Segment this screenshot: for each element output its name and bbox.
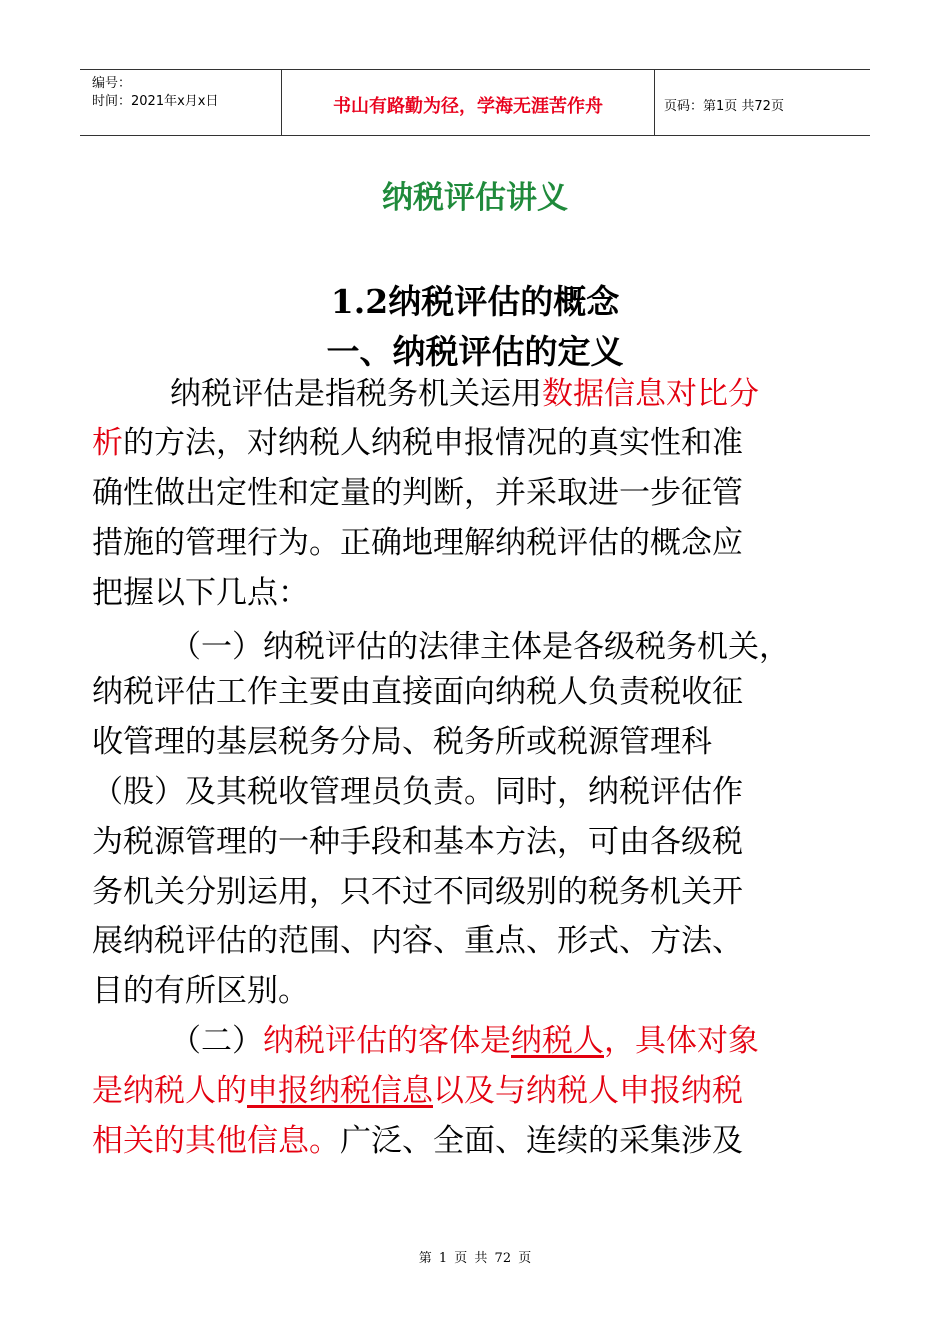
paragraph-1-line-5: 把握以下几点： bbox=[92, 575, 309, 611]
header-page-info: 页码：第1页 共72页 bbox=[664, 99, 784, 114]
paragraph-2-line-3: 收管理的基层税务分局、税务所或税源管理科 bbox=[92, 724, 712, 760]
paragraph-2-line-2: 纳税评估工作主要由直接面向纳税人负责税收征 bbox=[92, 674, 743, 710]
section-heading: 1.2纳税评估的概念 bbox=[330, 282, 620, 321]
header-bottom-border bbox=[80, 135, 870, 136]
p3-text: 广泛、全面、连续的采集涉及 bbox=[340, 1123, 743, 1159]
p1-highlight-cont: 析 bbox=[92, 425, 123, 461]
paragraph-2-line-1: （一）纳税评估的法律主体是各级税务机关， bbox=[170, 629, 790, 665]
paragraph-1-line-3: 确性做出定性和定量的判断，并采取进一步征管 bbox=[92, 475, 743, 511]
paragraph-2-line-6: 务机关分别运用，只不过不同级别的税务机关开 bbox=[92, 874, 743, 910]
p1-highlight: 数据信息对比分 bbox=[542, 376, 759, 412]
header-motto: 书山有路勤为径，学海无涯苦作舟 bbox=[333, 96, 603, 117]
p3-highlight-a: 纳税评估的客体是 bbox=[263, 1023, 511, 1059]
p3-highlight-d: 以及与纳税人申报纳税 bbox=[433, 1073, 743, 1109]
p1-text: 纳税评估是指税务机关运用 bbox=[170, 376, 542, 412]
subsection-heading: 一、纳税评估的定义 bbox=[326, 332, 624, 371]
header-top-border bbox=[80, 69, 870, 70]
p3-highlight-e: 相关的其他信息。 bbox=[92, 1123, 340, 1159]
p3-underlined-info: 申报纳税信息 bbox=[247, 1073, 433, 1109]
paragraph-3-line-1 bbox=[170, 1021, 759, 1061]
p1-text-cont: 的方法，对纳税人纳税申报情况的真实性和准 bbox=[123, 425, 743, 461]
page-footer: 第 1 页 共 72 页 bbox=[418, 1251, 532, 1266]
paragraph-2-line-7: 展纳税评估的范围、内容、重点、形式、方法、 bbox=[92, 923, 743, 959]
p3-highlight-c: 是纳税人的 bbox=[92, 1073, 247, 1109]
paragraph-2-line-5: 为税源管理的一种手段和基本方法，可由各级税 bbox=[92, 824, 743, 860]
header-number-label: 编号： bbox=[92, 76, 132, 91]
paragraph-3-line-3 bbox=[92, 1121, 743, 1161]
paragraph-2-line-8: 目的有所区别。 bbox=[92, 973, 309, 1009]
p3-underlined-taxpayer: 纳税人 bbox=[511, 1023, 604, 1059]
paragraph-2-line-4: （股）及其税收管理员负责。同时，纳税评估作 bbox=[92, 774, 743, 810]
paragraph-3-line-2 bbox=[92, 1071, 743, 1111]
p3-marker: （二） bbox=[170, 1023, 263, 1059]
paragraph-1-line-4: 措施的管理行为。正确地理解纳税评估的概念应 bbox=[92, 525, 743, 561]
p3-highlight-b: ，具体对象 bbox=[604, 1023, 759, 1059]
document-title: 纳税评估讲义 bbox=[382, 180, 568, 216]
paragraph-1-line-1 bbox=[170, 374, 759, 414]
header-divider-2 bbox=[654, 69, 655, 135]
header-time-label: 时间：2021年x月x日 bbox=[92, 94, 219, 109]
paragraph-1-line-2 bbox=[92, 423, 743, 463]
